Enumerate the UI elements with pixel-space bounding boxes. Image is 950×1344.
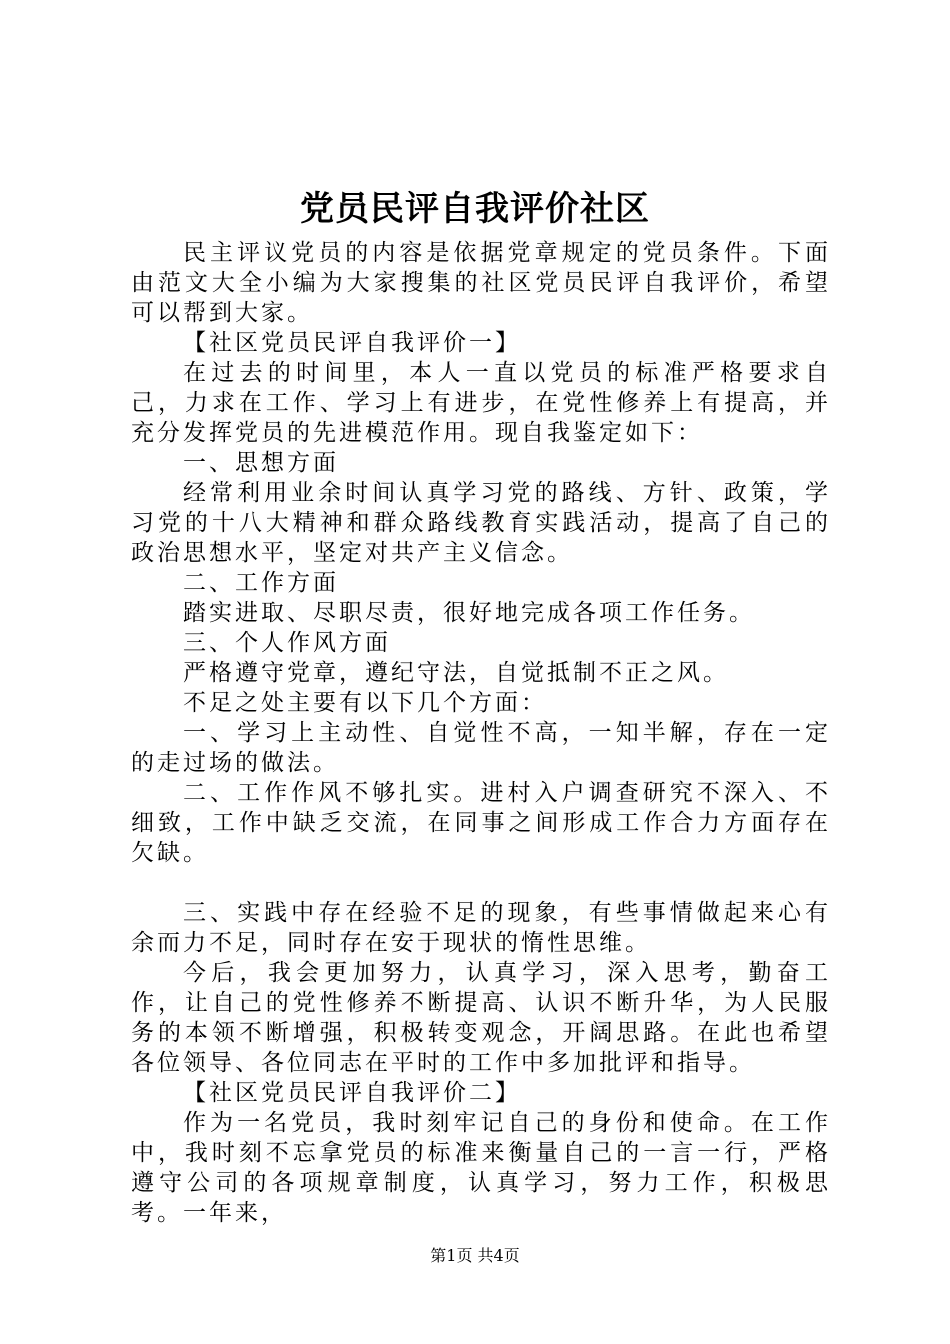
- document-body: [131, 238, 831, 1228]
- paragraph: 作为一名党员，我时刻牢记自己的身份和使命。在工作中，我时刻不忘拿党员的标准来衡量自己的一言一行，严格遵守公司的各项规章制度，认真学习，努力工作，积极思考。一年来，: [131, 1110, 831, 1226]
- paragraph: 经常利用业余时间认真学习党的路线、方针、政策，学习党的十八大精神和群众路线教育实践活动，提高了自己的政治思想水平，坚定对共产主义信念。: [131, 480, 831, 566]
- subheading-work: 二、工作方面: [183, 570, 339, 596]
- page-number-footer: 第1页 共4页: [430, 1246, 520, 1265]
- document-title: 党员民评自我评价社区: [300, 189, 650, 229]
- paragraph: 在过去的时间里，本人一直以党员的标准严格要求自己，力求在工作、学习上有进步，在党性修养上有提高，并充分发挥党员的先进模范作用。现自我鉴定如下：: [131, 360, 831, 446]
- paragraph: 不足之处主要有以下几个方面：: [183, 690, 547, 716]
- paragraph: 严格遵守党章，遵纪守法，自觉抵制不正之风。: [183, 660, 729, 686]
- paragraph: 二、工作作风不够扎实。进村入户调查研究不深入、不细致，工作中缺乏交流，在同事之间形成工作合力方面存在欠缺。: [131, 780, 831, 866]
- subheading-style: 三、个人作风方面: [183, 630, 391, 656]
- subheading-thought: 一、思想方面: [183, 450, 339, 476]
- paragraph: 三、实践中存在经验不足的现象，有些事情做起来心有余而力不足，同时存在安于现状的惰性思维。: [131, 900, 831, 956]
- paragraph: 一、学习上主动性、自觉性不高，一知半解，存在一定的走过场的做法。: [131, 720, 831, 776]
- section-heading-one: 【社区党员民评自我评价一】: [183, 330, 521, 356]
- paragraph: 踏实进取、尽职尽责，很好地完成各项工作任务。: [183, 600, 755, 626]
- paragraph: 今后，我会更加努力，认真学习，深入思考，勤奋工作，让自己的党性修养不断提高、认识不断升华，为人民服务的本领不断增强，积极转变观念，开阔思路。在此也希望各位领导、各位同志在平时的工作中多加批评和指导。: [131, 960, 831, 1076]
- paragraph-intro: 民主评议党员的内容是依据党章规定的党员条件。下面由范文大全小编为大家搜集的社区党员民评自我评价，希望可以帮到大家。: [131, 240, 831, 326]
- section-heading-two: 【社区党员民评自我评价二】: [183, 1080, 521, 1106]
- blank-line: [131, 868, 831, 898]
